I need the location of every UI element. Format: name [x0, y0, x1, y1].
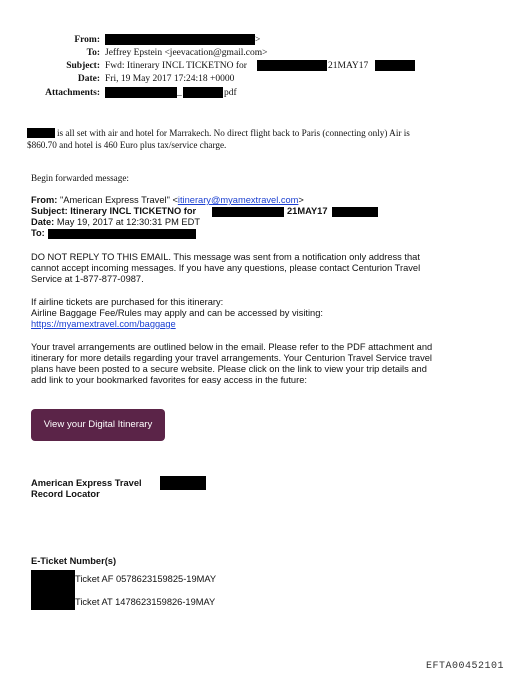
redaction-block: [212, 207, 284, 217]
redaction-block: [27, 128, 55, 138]
redaction-block: [48, 229, 196, 239]
redaction-block: [183, 87, 223, 98]
redaction-block: [332, 207, 378, 217]
baggage-line-2: Airline Baggage Fee/Rules may apply and can be accessed by visiting:: [31, 308, 323, 318]
to-value: Jeffrey Epstein <jeevacation@gmail.com>: [105, 48, 268, 58]
subject-suffix: 21MAY17: [328, 61, 369, 71]
arrangements-line-1: Your travel arrangements are outlined below in the email. Please refer to the PDF attachment and: [31, 342, 433, 352]
fwd-subject-value: Itinerary INCL TICKETNO for: [70, 206, 197, 216]
arrangements-line-3: plans have been posted to a secure website. Please click on the link to view your trip details and: [31, 364, 427, 374]
fwd-from-name: "American Express Travel" <: [59, 195, 178, 205]
note-line-1: is all set with air and hotel for Marrakech. No direct flight back to Paris (connecting only) Air is: [57, 128, 410, 138]
redaction-block: [31, 570, 75, 610]
from-label: From:: [74, 35, 100, 45]
ticket-row-2: Ticket AT 1478623159826-19MAY: [75, 597, 216, 607]
fwd-from-close: >: [298, 195, 304, 205]
attachments-ext[interactable]: pdf: [224, 88, 237, 98]
locator-line-1: American Express Travel: [31, 478, 142, 488]
redaction-block: [257, 60, 327, 71]
ticket-row-1: Ticket AF 0578623159825-19MAY: [75, 574, 217, 584]
attachments-label: Attachments:: [45, 88, 100, 98]
baggage-line-1: If airline tickets are purchased for this itinerary:: [31, 297, 224, 307]
attachments-row: [0, 87, 512, 99]
view-itinerary-button[interactable]: View your Digital Itinerary: [31, 409, 165, 441]
subject-row: [0, 60, 512, 72]
date-value: Fri, 19 May 2017 17:24:18 +0000: [105, 74, 235, 84]
arrangements-line-4: add link to your bookmarked favorites for easy access in the future:: [31, 375, 307, 385]
eticket-heading: E-Ticket Number(s): [31, 556, 117, 566]
redaction-block: [105, 87, 177, 98]
fwd-to-label: To:: [31, 228, 45, 238]
from-suffix: >: [255, 35, 261, 45]
redaction-block: [160, 476, 206, 490]
document-id: EFTA00452101: [425, 661, 504, 672]
fwd-from-label: From:: [31, 195, 58, 205]
locator-line-2: Record Locator: [31, 489, 100, 499]
date-row: [0, 73, 512, 85]
fwd-subject-row: [31, 206, 196, 217]
fwd-date-row: [31, 217, 200, 228]
fwd-from-email-link[interactable]: itinerary@myamextravel.com: [177, 195, 299, 205]
fwd-date-label: Date:: [31, 217, 55, 227]
subject-value: Fwd: Itinerary INCL TICKETNO for: [105, 61, 247, 71]
fwd-date-value: May 19, 2017 at 12:30:31 PM EDT: [56, 217, 200, 227]
donotreply-line-2: cannot accept incoming messages. If you have any questions, please contact Centurion Travel: [31, 263, 421, 273]
arrangements-line-2: itinerary for more details regarding your travel arrangements. Your Centurion Travel Service travel: [31, 353, 432, 363]
fwd-subject-label: Subject:: [31, 206, 68, 216]
redaction-block: [105, 34, 255, 45]
to-row: [0, 47, 512, 59]
forward-intro: Begin forwarded message:: [31, 173, 129, 183]
fwd-from-row: [31, 195, 304, 206]
to-label: To:: [86, 48, 100, 58]
donotreply-line-3: Service at 1-877-877-0987.: [31, 274, 144, 284]
subject-label: Subject:: [66, 61, 100, 71]
baggage-link[interactable]: https://myamextravel.com/baggage: [31, 319, 176, 329]
date-label: Date:: [77, 74, 100, 84]
donotreply-line-1: DO NOT REPLY TO THIS EMAIL. This message was sent from a notification only address that: [31, 252, 420, 262]
note-line-2: $860.70 and hotel is 460 Euro plus tax/service charge.: [27, 140, 227, 150]
redaction-block: [375, 60, 415, 71]
attachments-dash: _: [177, 88, 182, 98]
from-row: [0, 34, 512, 46]
fwd-subject-suffix: 21MAY17: [287, 206, 328, 216]
